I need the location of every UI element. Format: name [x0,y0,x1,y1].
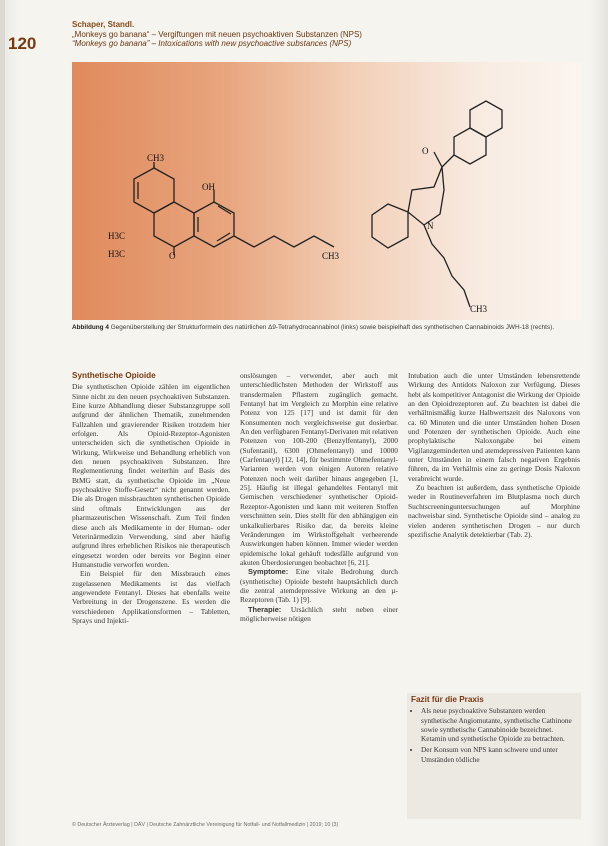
therapie-text: Ursächlich steht neben einer möglicherweise nötigen [240,604,398,623]
label-n-indole: N [427,221,434,231]
text-column-1 [72,371,230,625]
thc-ring-a [134,168,174,213]
header-authors: Schaper, Standl. [72,20,135,29]
jwh-structure [372,101,502,307]
page-footer: © Deutscher Ärzteverlag | DÄV | Deutsche Zahnärztliche Vereinigung für Notfall- und Notfallmedizin | 2019; 10 (3) [72,822,339,828]
therapie-label: Therapie: [248,604,282,614]
label-oh: OH [202,182,215,192]
page-number: 120 [8,34,37,53]
structural-formulas [72,62,582,320]
running-header [72,20,572,49]
label-o-ring: O [169,251,176,261]
thc-pentyl-chain [234,236,334,247]
caption-label: Abbildung 4 [72,324,109,331]
col3-paragraph-1: Intubation auch die unter Umständen lebensrettende Wirkung des Antidots Naloxon zur Verfügung. Dieses hebt als kompetitiver Antagonist die Wirkung der Opioide an den Opioidrezeptoren auf. Zu beachten ist dabei die verhältnismäßig kurze Halbwertszeit des Naloxons von ca. 60 Minuten und die unter Umständen hohen Dosen und Potenzen der synthetischen Opioide. Auch eine prophylaktische Naloxongabe bei einem Vigilanzgeminderten und atemdepressiven Patienten kann unter Umständen in einem falsch negativen Ergebnis führen, da im Verhältnis eine zu geringe Dosis Naloxon verabreicht wurde. [408,371,580,483]
label-ch3-right: CH3 [322,251,340,261]
section-heading-opioide: Synthetische Opioide [72,371,156,380]
jwh-naphthyl-ring-1 [470,101,502,137]
col2-paragraph-3 [240,605,398,624]
header-title-en: “Monkeys go banana” – Intoxications with new psychoactive substances (NPS) [72,39,352,48]
col3-paragraph-2: Zu beachten ist außerdem, dass synthetische Opioide weder in Routineverfahren im Blutplasma noch durch Suchtscreeninguntersuchungen auf Morphine nachweisbar sind. Synthetische Opioide sind – analog zu vielen anderen synthetischen Drogen – nur durch spezifische Analytik detektierbar (Tab. 2). [408,483,580,539]
col2-paragraph-1: onslösungen – verwendet, aber auch mit unterschiedlichsten Methoden der Wirkstoff aus transdermalen Pflastern zugänglich gemacht. Fentanyl hat im Vergleich zu Morphin eine relative Potenz von 125 [17] und ist damit für den Konsumenten noch vergleichsweise gut dosierbar. An den verfügbaren Fentanyl-Derivaten mit relativen Potenzen von 100-200 (Benzylfentanyl), 2000 (Sufentanil), 6300 (Ohmefentanyl) und 10000 (Carfentanyl) [12, 14], für bestimmte Ohmefentanyl-Varianten werden von einigen Autoren relative Potenzen noch weit darüber hinaus angegeben [1, 25]. Häufig ist illegal gehandeltes Fentanyl mit Gemischen verschiedener synthetischer Opioid-Rezeptor-Agonisten und kann mit weiteren Stoffen verschnitten sein. Dies stellt für den abhängigen ein unkalkulierbares Risiko dar, da bereits kleine Veränderungen im Wirkstoffgehalt verheerende Auswirkungen haben können. Immer wieder werden epidemische lokal gehäuft todesfälle aufgrund von akuten Überdosierungen beobachtet [6, 21]. [240,371,398,567]
thc-ring-b [154,202,194,247]
caption-text: Gegenüberstellung der Strukturformeln des natürlichen Δ9-Tetrahydrocannabinol (links) sowie beispielhaft des synthetischen Cannabinoids JWH-18 (rechts). [110,324,555,331]
carbonyl-bond [434,152,442,167]
jwh-benzo-ring [372,204,408,248]
symptome-text: Eine vitale Bedrohung durch (synthetische) Opioide besteht hauptsächlich durch die zentral atemdepressive Wirkung an den µ-Rezeptoren (Tab. 1) [9]. [240,567,398,605]
fazit-box [411,695,577,766]
text-column-3 [408,371,580,539]
label-o-carbonyl: O [422,146,429,156]
col1-paragraph-2: Ein Beispiel für den Missbrauch eines zugelassenen Medikaments ist das vielfach angewendete Fentanyl. Dieses hat ebenfalls weite Verbreitung in der Drogenszene. Es werden die verschiedenen Applikationsformen – Tabletten, Sprays und Injekti- [72,569,230,625]
label-ch3-chain: CH3 [470,304,488,314]
page-edge [0,0,5,846]
col2-paragraph-2 [240,567,398,604]
label-h3c-2: H3C [108,249,126,259]
symptome-label: Symptome: [248,567,289,577]
fazit-heading: Fazit für die Praxis [411,695,484,704]
text-column-2 [240,371,398,623]
label-h3c-1: H3C [108,231,126,241]
fazit-item: • Der Konsum von NPS kann schwere und unter Umständen tödliche [421,745,577,764]
structure-figure [72,62,582,320]
jwh-pentyl-chain [424,225,470,307]
jwh-labels [422,146,488,314]
jwh-naphthyl-ring-2 [454,128,486,164]
header-title-de: „Monkeys go banana“ – Vergiftungen mit neuen psychoaktiven Substanzen (NPS) [72,29,362,39]
thc-ring-c [194,202,234,247]
thc-structure [134,162,334,255]
fazit-item: • Als neue psychoaktive Substanzen werden synthetische Angiomutante, synthetische Cathinone sowie synthetische Cannabinoide bezeichnet. Ketamin und synthetische Opioide zu betrachten. [421,706,577,743]
fazit-list [411,706,577,764]
figure-caption [72,324,582,333]
label-ch3-top: CH3 [147,153,165,163]
jwh-indole [408,167,444,225]
col1-paragraph-1: Die synthetischen Opioide zählen im eigentlichen Sinne nicht zu den neuen psychoaktiven Substanzen. Eine kurze Abhandlung dieser Substanzgruppe soll aufgrund der ähnlichen Thematik, zunehmenden Fallzahlen und gravierender Risiken trotzdem hier erfolgen. Als Opioid-Rezeptor-Agonisten unterscheiden sich die synthetischen Opioide in Wirkung, Wirkweise und Behandlung erheblich von den neuen psychoaktiven Substanzen. Ihre Reglementierung findet weiterhin auf Basis des BtMG statt, da synthetische Opioide im „Neue psychoaktive Stoffe-Gesetz“ nicht genannt werden. Die als Drogen missbrauchten synthetischen Opioide sind oftmals Entwicklungen aus der pharmazeutischen Wissenschaft. Zum Teil finden diese auch als Medikamente in der Human- oder Veterinärmedizin Verwendung, sind aber häufig aufgrund ihres erheblichen Risikos nie therapeutisch eingesetzt worden oder bereits vor Beginn einer Humanstudie verworfen worden. [72,382,230,569]
